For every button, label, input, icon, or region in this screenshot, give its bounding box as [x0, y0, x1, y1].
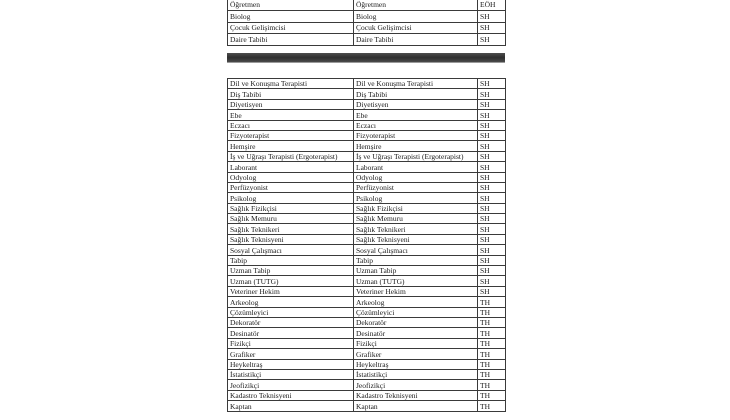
equivalent-title-cell: Uzman Tabip — [354, 266, 478, 276]
table-row — [228, 130, 506, 140]
title-cell: Kadastro Teknisyeni — [228, 390, 354, 400]
title-cell: Tabip — [228, 255, 354, 265]
table-row — [228, 401, 506, 411]
title-cell: Biolog — [228, 11, 354, 22]
equivalent-title-cell: Diyetisyen — [354, 99, 478, 109]
equivalent-title-cell: İş ve Uğraşı Terapisti (Ergoterapist) — [354, 151, 478, 161]
class-cell: SH — [478, 89, 506, 99]
table-row — [228, 349, 506, 359]
table-row — [228, 22, 506, 33]
equivalent-title-cell: Sağlık Memuru — [354, 214, 478, 224]
occupation-table — [227, 78, 506, 412]
class-cell: SH — [478, 214, 506, 224]
equivalent-title-cell: Psikolog — [354, 193, 478, 203]
class-cell: SH — [478, 255, 506, 265]
class-cell: TH — [478, 338, 506, 348]
class-cell: SH — [478, 11, 506, 22]
equivalent-title-cell: Desinatör — [354, 328, 478, 338]
class-cell: SH — [478, 286, 506, 296]
title-cell: Kaptan — [228, 401, 354, 411]
title-cell: Jeofizikçi — [228, 380, 354, 390]
table-row — [228, 359, 506, 369]
equivalent-title-cell: Kadastro Teknisyeni — [354, 390, 478, 400]
title-cell: İş ve Uğraşı Terapisti (Ergoterapist) — [228, 151, 354, 161]
table-row — [228, 193, 506, 203]
table-row — [228, 224, 506, 234]
page-break-bar — [227, 53, 505, 62]
class-cell: SH — [478, 172, 506, 182]
title-cell: İstatistikçi — [228, 369, 354, 379]
title-cell: Diş Tabibi — [228, 89, 354, 99]
title-cell: Fizyoterapist — [228, 130, 354, 140]
title-cell: Daire Tabibi — [228, 34, 354, 45]
class-cell: SH — [478, 22, 506, 33]
equivalent-title-cell: Daire Tabibi — [354, 34, 478, 45]
class-cell: TH — [478, 380, 506, 390]
table-row — [228, 266, 506, 276]
table-row — [228, 141, 506, 151]
title-cell: Dekoratör — [228, 317, 354, 327]
table-row — [228, 203, 506, 213]
class-cell: TH — [478, 307, 506, 317]
class-cell: SH — [478, 203, 506, 213]
table-row — [228, 317, 506, 327]
equivalent-title-cell: Laborant — [354, 162, 478, 172]
equivalent-title-cell: Fizyoterapist — [354, 130, 478, 140]
title-cell: Veteriner Hekim — [228, 286, 354, 296]
title-cell: Sağlık Memuru — [228, 214, 354, 224]
title-cell: Öğretmen — [228, 0, 354, 11]
equivalent-title-cell: Sosyal Çalışmacı — [354, 245, 478, 255]
title-cell: Psikolog — [228, 193, 354, 203]
class-cell: TH — [478, 369, 506, 379]
table-row — [228, 390, 506, 400]
title-cell: Eczacı — [228, 120, 354, 130]
title-cell: Sağlık Teknisyeni — [228, 234, 354, 244]
equivalent-title-cell: Hemşire — [354, 141, 478, 151]
class-cell: TH — [478, 297, 506, 307]
equivalent-title-cell: Sağlık Fizikçisi — [354, 203, 478, 213]
equivalent-title-cell: Grafiker — [354, 349, 478, 359]
equivalent-title-cell: Uzman (TUTG) — [354, 276, 478, 286]
equivalent-title-cell: Ebe — [354, 110, 478, 120]
title-cell: Uzman (TUTG) — [228, 276, 354, 286]
table-row — [228, 255, 506, 265]
class-cell: TH — [478, 317, 506, 327]
equivalent-title-cell: Tabip — [354, 255, 478, 265]
title-cell: Odyolog — [228, 172, 354, 182]
class-cell: SH — [478, 34, 506, 45]
class-cell: SH — [478, 193, 506, 203]
title-cell: Dil ve Konuşma Terapisti — [228, 79, 354, 89]
class-cell: TH — [478, 401, 506, 411]
table-row — [228, 110, 506, 120]
class-cell: EÖH — [478, 0, 506, 11]
class-cell: SH — [478, 276, 506, 286]
class-cell: TH — [478, 359, 506, 369]
equivalent-title-cell: Öğretmen — [354, 0, 478, 11]
table-row — [228, 286, 506, 296]
table-row — [228, 0, 506, 11]
title-cell: Perfüzyonist — [228, 182, 354, 192]
equivalent-title-cell: Dekoratör — [354, 317, 478, 327]
table-row — [228, 338, 506, 348]
page-break-edge — [227, 62, 505, 63]
table-row — [228, 89, 506, 99]
title-cell: Diyetisyen — [228, 99, 354, 109]
equivalent-title-cell: Biolog — [354, 11, 478, 22]
title-cell: Çözümleyici — [228, 307, 354, 317]
title-cell: Hemşire — [228, 141, 354, 151]
table-row — [228, 99, 506, 109]
title-cell: Desinatör — [228, 328, 354, 338]
class-cell: SH — [478, 110, 506, 120]
equivalent-title-cell: Dil ve Konuşma Terapisti — [354, 79, 478, 89]
title-cell: Ebe — [228, 110, 354, 120]
equivalent-title-cell: Sağlık Teknisyeni — [354, 234, 478, 244]
class-cell: TH — [478, 349, 506, 359]
title-cell: Grafiker — [228, 349, 354, 359]
table-row — [228, 79, 506, 89]
equivalent-title-cell: Çözümleyici — [354, 307, 478, 317]
class-cell: SH — [478, 234, 506, 244]
equivalent-title-cell: Jeofizikçi — [354, 380, 478, 390]
equivalent-title-cell: Sağlık Teknikeri — [354, 224, 478, 234]
table-row — [228, 172, 506, 182]
class-cell: SH — [478, 182, 506, 192]
table-row — [228, 151, 506, 161]
table-row — [228, 380, 506, 390]
title-cell: Çocuk Gelişimcisi — [228, 22, 354, 33]
equivalent-title-cell: Kaptan — [354, 401, 478, 411]
equivalent-title-cell: Veteriner Hekim — [354, 286, 478, 296]
table-row — [228, 162, 506, 172]
title-cell: Sağlık Teknikeri — [228, 224, 354, 234]
class-cell: SH — [478, 130, 506, 140]
title-cell: Uzman Tabip — [228, 266, 354, 276]
table-row — [228, 328, 506, 338]
class-cell: SH — [478, 266, 506, 276]
title-cell: Heykeltraş — [228, 359, 354, 369]
equivalent-title-cell: Diş Tabibi — [354, 89, 478, 99]
table-row — [228, 11, 506, 22]
top-table-fragment — [227, 0, 506, 46]
class-cell: SH — [478, 224, 506, 234]
class-cell: TH — [478, 390, 506, 400]
occupation-table-body — [228, 79, 506, 412]
table-row — [228, 120, 506, 130]
equivalent-title-cell: Odyolog — [354, 172, 478, 182]
equivalent-title-cell: Eczacı — [354, 120, 478, 130]
class-cell: SH — [478, 79, 506, 89]
class-cell: SH — [478, 245, 506, 255]
equivalent-title-cell: Perfüzyonist — [354, 182, 478, 192]
class-cell: SH — [478, 141, 506, 151]
table-row — [228, 182, 506, 192]
equivalent-title-cell: Arkeolog — [354, 297, 478, 307]
table-row — [228, 276, 506, 286]
class-cell: TH — [478, 328, 506, 338]
table-row — [228, 214, 506, 224]
table-row — [228, 34, 506, 45]
title-cell: Sosyal Çalışmacı — [228, 245, 354, 255]
table-row — [228, 307, 506, 317]
table-row — [228, 369, 506, 379]
equivalent-title-cell: İstatistikçi — [354, 369, 478, 379]
equivalent-title-cell: Heykeltraş — [354, 359, 478, 369]
title-cell: Fizikçi — [228, 338, 354, 348]
title-cell: Arkeolog — [228, 297, 354, 307]
equivalent-title-cell: Çocuk Gelişimcisi — [354, 22, 478, 33]
class-cell: SH — [478, 162, 506, 172]
table-row — [228, 245, 506, 255]
equivalent-title-cell: Fizikçi — [354, 338, 478, 348]
title-cell: Laborant — [228, 162, 354, 172]
table-row — [228, 297, 506, 307]
class-cell: SH — [478, 99, 506, 109]
title-cell: Sağlık Fizikçisi — [228, 203, 354, 213]
table-row — [228, 234, 506, 244]
class-cell: SH — [478, 120, 506, 130]
class-cell: SH — [478, 151, 506, 161]
top-table-body — [228, 0, 506, 45]
